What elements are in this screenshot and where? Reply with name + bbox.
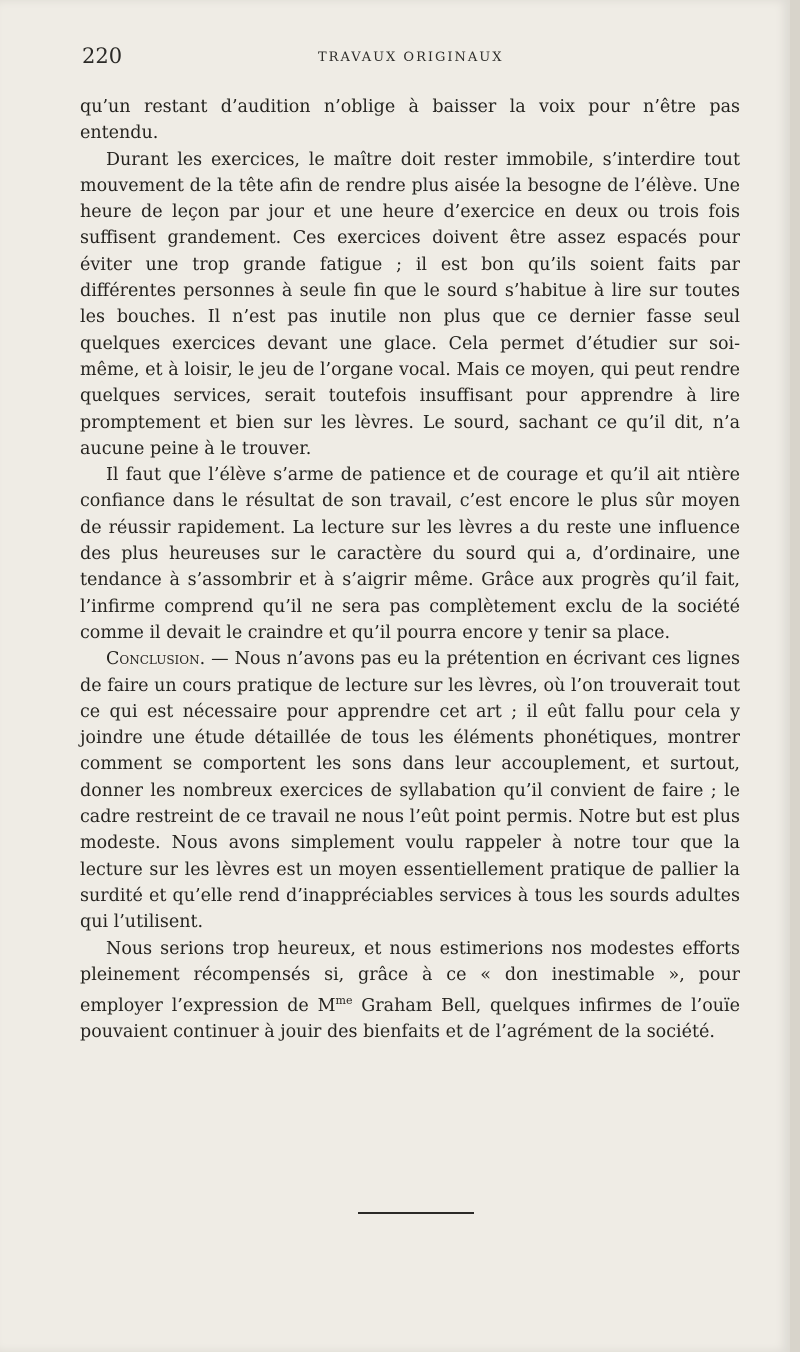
conclusion-heading: Conclusion. <box>106 649 206 670</box>
paragraph-continuation: qu’un restant d’audition n’oblige à baisser la voix pour n’être pas entendu. <box>80 97 740 144</box>
superscript-me: me <box>335 994 353 1008</box>
page-header <box>82 44 730 74</box>
body-text <box>80 94 740 1046</box>
paragraph-patience: Il faut que l’élève s’arme de patience et de courage et qu’il ait ntière confiance dans le résultat de son travail, c’est encore le plus sûr moyen de réussir rapidement. La lecture sur les lèvres a du reste une influence des plus heureuses sur le caractère du sourd qui a, d’ordinaire, une tendance à s’assombrir et à s’aigrir même. Grâce aux progrès qu’il fait, l’infirme comprend qu’il ne sera pas complètement exclu de la société comme il devait le craindre et qu’il pourra encore y tenir sa place. <box>80 465 740 643</box>
final-text-start: Nous serions trop heureux, et nous estimerions nos modestes efforts pleinement récompensés si, grâce à ce « don inestimable », pour employer l’expression de M <box>80 938 740 1016</box>
paragraph-conclusion <box>80 646 740 935</box>
end-rule <box>358 1212 474 1214</box>
final-text-end: Graham Bell, quelques infirmes de l’ouïe pouvaient continuer à jouir des bienfaits et de l’agrément de la société. <box>80 995 740 1043</box>
conclusion-text: — Nous n’avons pas eu la prétention en écrivant ces lignes de faire un cours pratique de lecture sur les lèvres, où l’on trouverait tout ce qui est nécessaire pour apprendre cet art ; il eût fallu pour cela y joindre une étude détaillée de tous les éléments phonétiques, montrer comment se comportent les sons dans leur accouplement, et surtout, donner les nombreux exercices de syllabation qu’il convient de faire ; le cadre restreint de ce travail ne nous l’eût point permis. Notre but est plus modeste. Nous avons simplement voulu rappeler à notre tour que la lecture sur les lèvres est un moyen essentiellement pratique de pallier la surdité et qu’elle rend d’inappréciables services à tous les sourds adultes qui l’utilisent. <box>80 649 740 933</box>
paragraph-exercises: Durant les exercices, le maître doit rester immobile, s’interdire tout mouvement de la tête afin de rendre plus aisée la besogne de l’élève. Une heure de leçon par jour et une heure d’exercice en deux ou trois fois suffisent grandement. Ces exercices doivent être assez espacés pour éviter une trop grande fatigue ; il est bon qu’ils soient faits par différentes personnes à seule fin que le sourd s’habitue à lire sur toutes les bouches. Il n’est pas inutile non plus que ce dernier fasse seul quelques exercices devant une glace. Cela permet d’étudier sur soi-même, et à loisir, le jeu de l’organe vocal. Mais ce moyen, qui peut rendre quelques services, serait toutefois insuffisant pour apprendre à lire promptement et bien sur les lèvres. Le sourd, sachant ce qu’il dit, n’a aucune peine à le trouver. <box>80 149 740 459</box>
page-number: 220 <box>82 44 123 68</box>
paragraph-final <box>80 936 740 1046</box>
page-edge <box>790 0 800 1352</box>
running-head: TRAVAUX ORIGINAUX <box>318 50 504 65</box>
